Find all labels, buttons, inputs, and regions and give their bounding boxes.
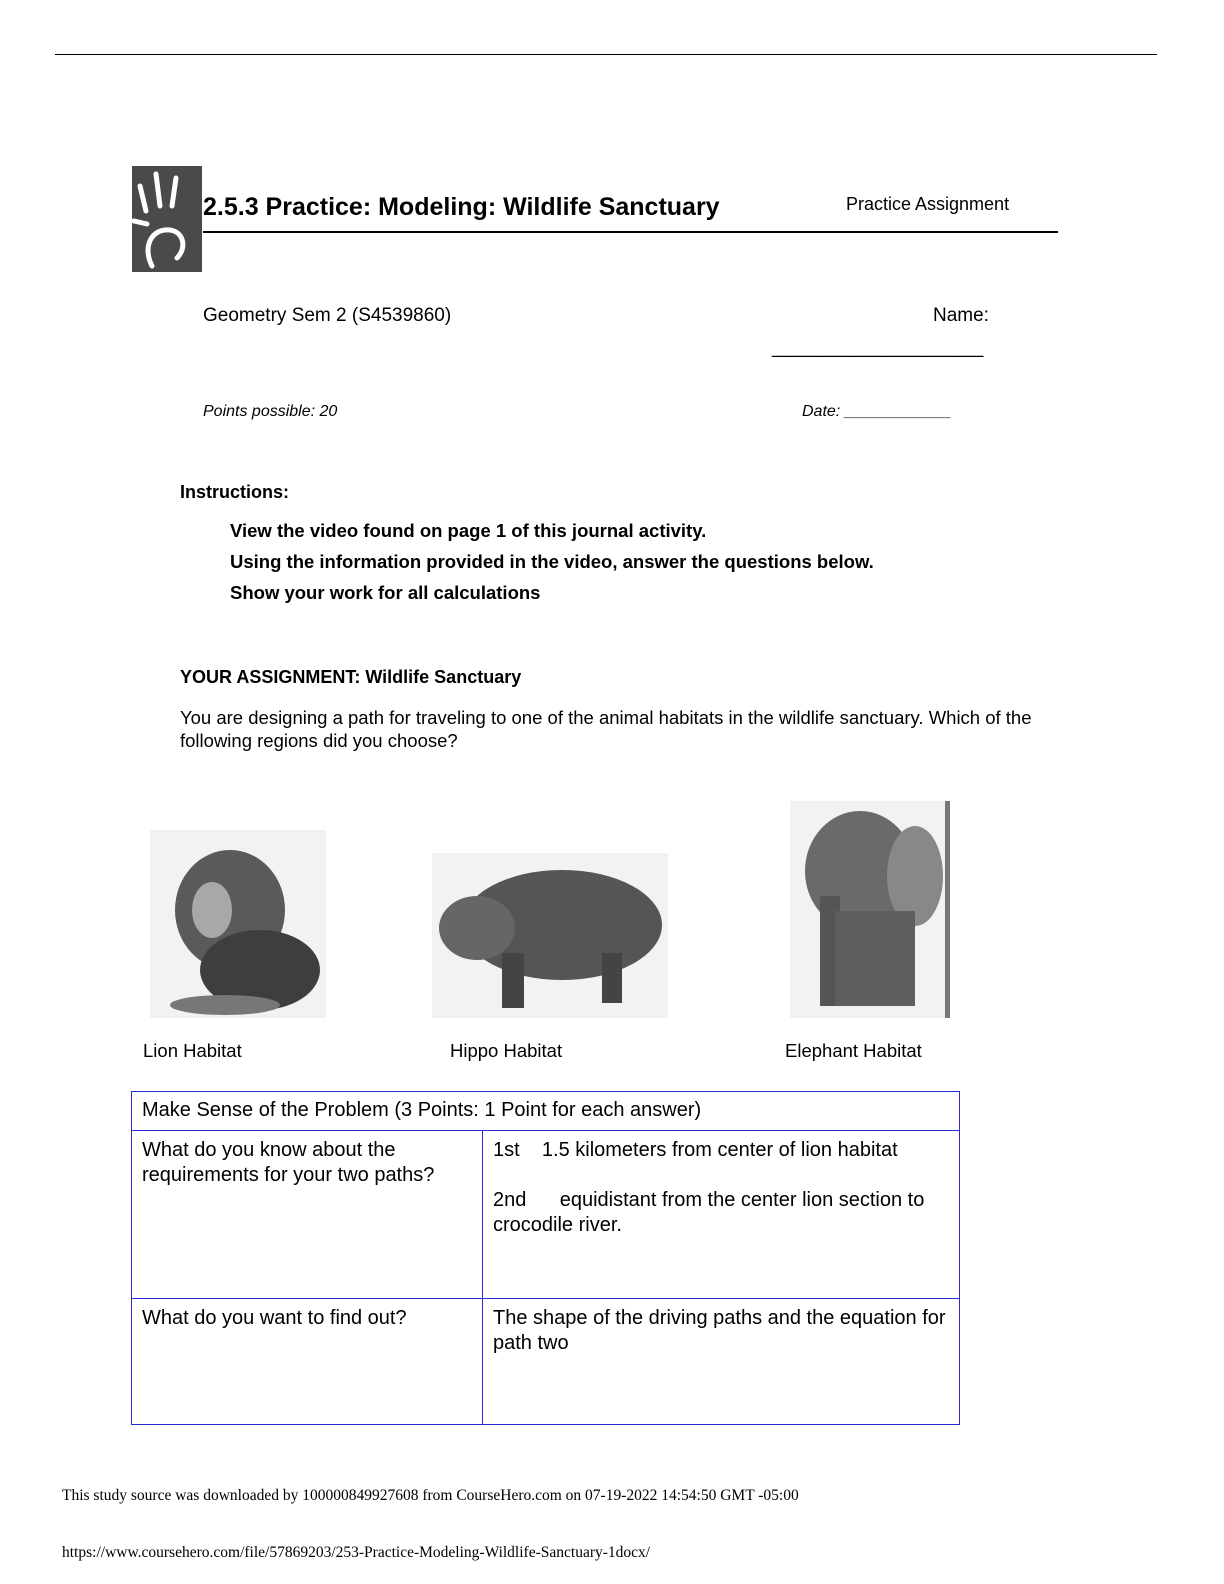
question-text: What do you know about the requirements for your two paths? — [142, 1139, 435, 1186]
answer-line: The shape of the driving paths and the equation for path two — [493, 1307, 946, 1354]
answer-cell[interactable] — [483, 1131, 960, 1299]
assignment-heading: YOUR ASSIGNMENT: Wildlife Sanctuary — [180, 667, 522, 687]
table-header: Make Sense of the Problem (3 Points: 1 Point for each answer) — [132, 1092, 960, 1131]
instruction-item: Using the information provided in the video, answer the questions below. — [230, 551, 874, 572]
assignment-prompt: You are designing a path for traveling to one of the animal habitats in the wildlife sanctuary. Which of the following regions did you choose? — [180, 707, 1032, 751]
points-possible: Points possible: 20 — [203, 403, 338, 420]
download-note: This study source was downloaded by 100000849927608 from CourseHero.com on 07-19-2022 14:54:50 GMT -05:00 — [62, 1487, 799, 1504]
top-rule — [55, 54, 1157, 55]
question-text: What do you want to find out? — [142, 1307, 407, 1329]
name-label: Name: — [933, 305, 989, 326]
habitat-caption-hippo: Hippo Habitat — [450, 1040, 563, 1061]
question-cell — [132, 1299, 483, 1425]
elephant-image — [790, 801, 950, 1018]
date-field: Date: ____________ — [802, 403, 952, 420]
question-cell — [132, 1131, 483, 1299]
answer-line: 1st 1.5 kilometers from center of lion habitat — [493, 1139, 898, 1161]
answer-line: 2nd equidistant from the center lion section to crocodile river. — [493, 1189, 930, 1236]
habitat-caption-elephant: Elephant Habitat — [785, 1040, 922, 1061]
instruction-item: Show your work for all calculations — [230, 582, 541, 603]
habitat-caption-lion: Lion Habitat — [143, 1040, 242, 1061]
page-title: 2.5.3 Practice: Modeling: Wildlife Sanctuary — [203, 193, 720, 221]
lion-image — [150, 830, 326, 1018]
hippo-image — [432, 853, 668, 1018]
logo-icon — [132, 166, 202, 272]
instructions-heading: Instructions: — [180, 482, 290, 502]
name-blank: ____________________ — [772, 337, 984, 358]
source-url[interactable]: https://www.coursehero.com/file/57869203/253-Practice-Modeling-Wildlife-Sanctuary-1docx/ — [62, 1544, 651, 1561]
title-rule — [203, 231, 1058, 233]
problem-table — [131, 1091, 960, 1425]
course-name: Geometry Sem 2 (S4539860) — [203, 305, 452, 326]
instruction-item: View the video found on page 1 of this journal activity. — [230, 520, 707, 541]
answer-cell[interactable] — [483, 1299, 960, 1425]
assignment-type: Practice Assignment — [846, 194, 1010, 214]
